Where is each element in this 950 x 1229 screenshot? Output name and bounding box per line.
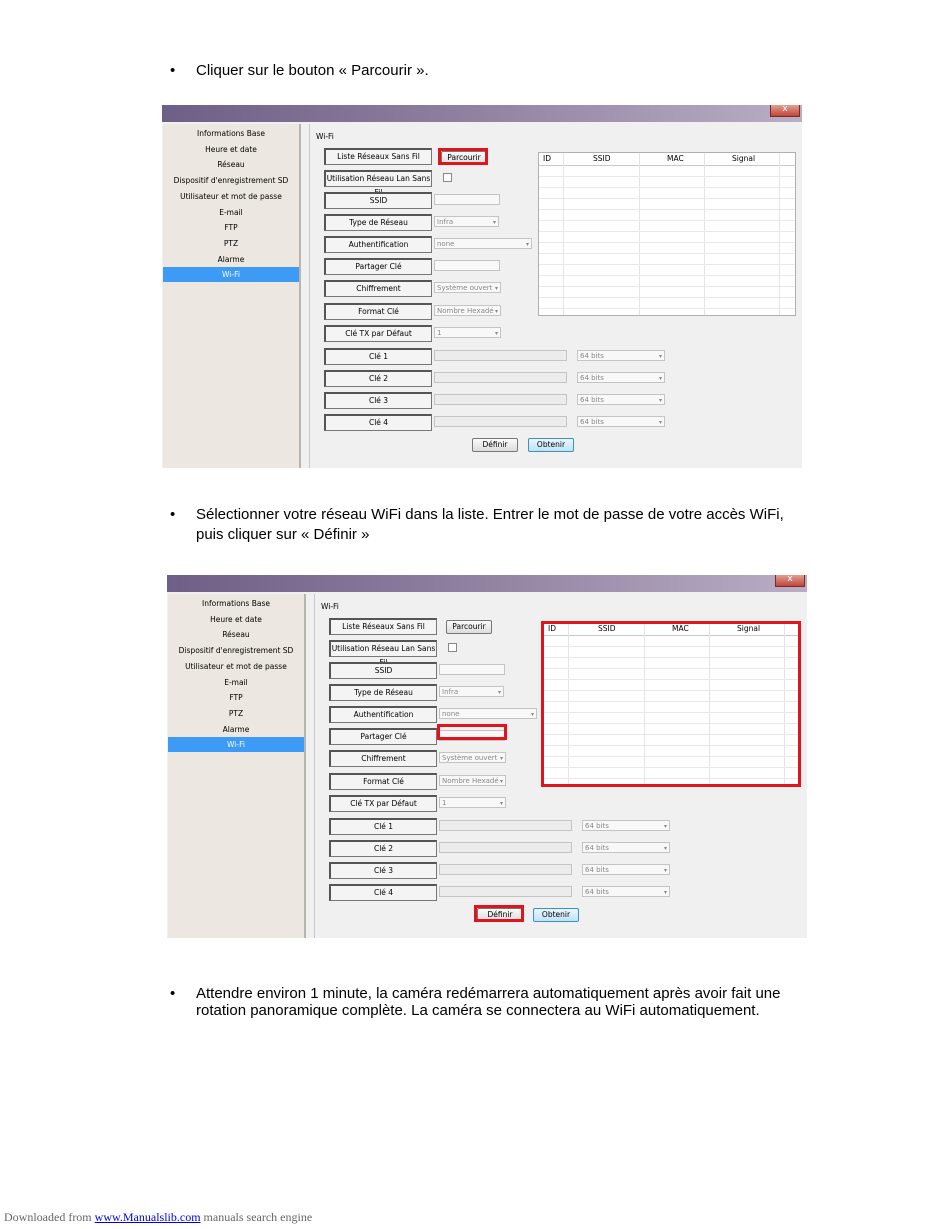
sidebar-item[interactable]: Informations Base bbox=[202, 599, 270, 608]
key-format-select[interactable] bbox=[439, 775, 506, 786]
chevron-down-icon: ▾ bbox=[497, 689, 501, 696]
label-key2: Clé 2 bbox=[329, 840, 437, 857]
sidebar-item[interactable]: PTZ bbox=[223, 238, 239, 248]
network-list-table[interactable] bbox=[538, 152, 796, 316]
grid-row-line bbox=[539, 297, 795, 298]
sidebar-item[interactable]: E-mail bbox=[219, 207, 243, 217]
column-header: SSID bbox=[598, 624, 616, 633]
browse-button[interactable]: Parcourir bbox=[446, 620, 492, 634]
key-length-value: 64 bits bbox=[585, 866, 609, 874]
wifi-panel bbox=[309, 124, 800, 468]
bullet-dot: • bbox=[170, 506, 176, 523]
network-type-select-value: Infra bbox=[442, 688, 459, 696]
download-footer bbox=[4, 1210, 312, 1225]
label-list: Liste Réseaux Sans Fil bbox=[324, 148, 432, 165]
highlight-network-list bbox=[541, 621, 801, 787]
sidebar-item[interactable]: Réseau bbox=[217, 160, 245, 170]
sidebar-item[interactable]: Utilisateur et mot de passe bbox=[185, 661, 287, 671]
instruction-text: Cliquer sur le bouton « Parcourir ». bbox=[196, 62, 429, 79]
key-1-length-select[interactable] bbox=[577, 350, 665, 361]
sidebar-item[interactable]: Wi-Fi bbox=[168, 737, 304, 752]
column-header: Signal bbox=[737, 624, 761, 633]
label-share: Partager Clé bbox=[329, 728, 437, 745]
default-tx-key-select-value: 1 bbox=[437, 329, 442, 337]
key-2-length-select[interactable] bbox=[582, 842, 670, 853]
sidebar-item[interactable]: Réseau bbox=[222, 630, 250, 640]
chevron-down-icon: ▾ bbox=[658, 353, 662, 360]
authentication-select[interactable] bbox=[439, 708, 537, 719]
highlight-set-button bbox=[474, 905, 524, 922]
key-format-select[interactable] bbox=[434, 305, 501, 316]
grid-column-divider bbox=[704, 153, 705, 315]
key-format-select-value: Nombre Hexadé bbox=[437, 307, 494, 315]
key-length-value: 64 bits bbox=[585, 822, 609, 830]
key-format-select-value: Nombre Hexadé bbox=[442, 777, 499, 785]
key-4-input[interactable] bbox=[439, 886, 572, 897]
label-key2: Clé 2 bbox=[324, 370, 432, 387]
chevron-down-icon: ▾ bbox=[499, 800, 503, 807]
encryption-select-value: Système ouvert bbox=[437, 284, 493, 292]
close-button[interactable]: x bbox=[775, 575, 805, 587]
label-key4: Clé 4 bbox=[324, 414, 432, 431]
column-header: MAC bbox=[667, 154, 684, 163]
footer-suffix: manuals search engine bbox=[200, 1210, 313, 1224]
label-share: Partager Clé bbox=[324, 258, 432, 275]
key-1-input[interactable] bbox=[439, 820, 572, 831]
key-length-value: 64 bits bbox=[580, 418, 604, 426]
grid-row-line bbox=[539, 209, 795, 210]
column-header: MAC bbox=[672, 624, 689, 633]
sidebar-item[interactable]: Utilisateur et mot de passe bbox=[180, 191, 282, 201]
key-1-length-select[interactable] bbox=[582, 820, 670, 831]
settings-sidebar bbox=[163, 124, 301, 468]
key-1-input[interactable] bbox=[434, 350, 567, 361]
chevron-down-icon: ▾ bbox=[494, 308, 498, 315]
sidebar-item[interactable]: Alarme bbox=[222, 724, 250, 734]
chevron-down-icon: ▾ bbox=[658, 397, 662, 404]
label-key4: Clé 4 bbox=[329, 884, 437, 901]
get-button[interactable]: Obtenir bbox=[528, 438, 574, 452]
authentication-select[interactable] bbox=[434, 238, 532, 249]
close-button[interactable]: x bbox=[770, 105, 800, 117]
browse-button[interactable]: Parcourir bbox=[441, 151, 487, 165]
chevron-down-icon: ▾ bbox=[663, 867, 667, 874]
sidebar-item[interactable]: Dispositif d'enregistrement SD bbox=[173, 176, 289, 186]
label-use: Utilisation Réseau Lan Sans bbox=[329, 640, 437, 657]
label-auth: Authentification bbox=[329, 706, 437, 723]
grid-row-line bbox=[539, 198, 795, 199]
chevron-down-icon: ▾ bbox=[525, 241, 529, 248]
label-format: Format Clé bbox=[329, 773, 437, 790]
bullet-dot: • bbox=[170, 985, 176, 1002]
label-use: Utilisation Réseau Lan Sans bbox=[324, 170, 432, 187]
key-4-length-select[interactable] bbox=[577, 416, 665, 427]
label-cipher: Chiffrement bbox=[329, 750, 437, 767]
label-format: Format Clé bbox=[324, 303, 432, 320]
sidebar-item[interactable]: Heure et date bbox=[205, 144, 257, 154]
encryption-select[interactable] bbox=[434, 282, 501, 293]
encryption-select[interactable] bbox=[439, 752, 506, 763]
set-button[interactable]: Définir bbox=[472, 438, 518, 452]
sidebar-item[interactable]: Informations Base bbox=[197, 129, 265, 138]
screenshot-wifi-settings-2 bbox=[167, 575, 807, 938]
key-length-value: 64 bits bbox=[580, 374, 604, 382]
label-type: Type de Réseau bbox=[329, 684, 437, 701]
key-2-length-select[interactable] bbox=[577, 372, 665, 383]
sidebar-item[interactable]: Wi-Fi bbox=[163, 267, 299, 282]
key-3-input[interactable] bbox=[439, 864, 572, 875]
chevron-down-icon: ▾ bbox=[658, 375, 662, 382]
network-type-select[interactable] bbox=[434, 216, 499, 227]
key-length-value: 64 bits bbox=[585, 844, 609, 852]
highlight-shared-key-input bbox=[437, 724, 507, 740]
key-4-length-select[interactable] bbox=[582, 886, 670, 897]
encryption-select-value: Système ouvert bbox=[442, 754, 498, 762]
network-type-select-value: Infra bbox=[437, 218, 454, 226]
chevron-down-icon: ▾ bbox=[663, 889, 667, 896]
grid-row-line bbox=[539, 242, 795, 243]
label-ssid: SSID bbox=[329, 662, 437, 679]
sidebar-item[interactable]: FTP bbox=[229, 693, 243, 703]
chevron-down-icon: ▾ bbox=[658, 419, 662, 426]
grid-row-line bbox=[539, 253, 795, 254]
network-type-select[interactable] bbox=[439, 686, 504, 697]
sidebar-item[interactable]: E-mail bbox=[224, 677, 248, 687]
sidebar-item[interactable]: PTZ bbox=[228, 708, 244, 718]
grid-row-line bbox=[539, 275, 795, 276]
ssid-input[interactable] bbox=[434, 194, 500, 205]
key-3-length-select[interactable] bbox=[582, 864, 670, 875]
sidebar-item[interactable]: FTP bbox=[224, 223, 238, 233]
grid-row-line bbox=[539, 176, 795, 177]
grid-row-line bbox=[539, 187, 795, 188]
key-3-length-select[interactable] bbox=[577, 394, 665, 405]
key-4-input[interactable] bbox=[434, 416, 567, 427]
column-header: Signal bbox=[732, 154, 756, 163]
key-2-input[interactable] bbox=[439, 842, 572, 853]
key-2-input[interactable] bbox=[434, 372, 567, 383]
column-header: SSID bbox=[593, 154, 611, 163]
settings-sidebar bbox=[168, 594, 306, 938]
grid-column-divider bbox=[779, 153, 780, 315]
label-key1: Clé 1 bbox=[329, 818, 437, 835]
label-type: Type de Réseau bbox=[324, 214, 432, 231]
highlight-browse-button bbox=[438, 148, 488, 165]
label-key3: Clé 3 bbox=[324, 392, 432, 409]
window-titlebar bbox=[162, 105, 802, 122]
authentication-select-value: none bbox=[442, 710, 460, 718]
default-tx-key-select-value: 1 bbox=[442, 799, 447, 807]
chevron-down-icon: ▾ bbox=[530, 711, 534, 718]
instruction-text: Sélectionner votre réseau WiFi dans la liste. Entrer le mot de passe de votre accès WiFi, puis cliquer sur « Définir » bbox=[196, 506, 784, 543]
chevron-down-icon: ▾ bbox=[499, 755, 503, 762]
use-wireless-checkbox[interactable] bbox=[448, 643, 457, 652]
use-wireless-checkbox[interactable] bbox=[443, 173, 452, 182]
label-txkey: Clé TX par Défaut bbox=[324, 325, 432, 342]
sidebar-item[interactable]: Alarme bbox=[217, 254, 245, 264]
key-length-value: 64 bits bbox=[580, 396, 604, 404]
label-list: Liste Réseaux Sans Fil bbox=[329, 618, 437, 635]
default-tx-key-select[interactable] bbox=[439, 797, 506, 808]
chevron-down-icon: ▾ bbox=[663, 845, 667, 852]
bullet-dot: • bbox=[170, 62, 176, 79]
grid-column-divider bbox=[563, 153, 564, 315]
label-key1: Clé 1 bbox=[324, 348, 432, 365]
grid-column-divider bbox=[639, 153, 640, 315]
screenshot-wifi-settings-1 bbox=[162, 105, 802, 468]
label-auth: Authentification bbox=[324, 236, 432, 253]
grid-row-line bbox=[539, 264, 795, 265]
ssid-input[interactable] bbox=[439, 664, 505, 675]
sidebar-item[interactable]: Dispositif d'enregistrement SD bbox=[178, 646, 294, 656]
shared-key-input[interactable] bbox=[434, 260, 500, 271]
instruction-text: Attendre environ 1 minute, la caméra redémarrera automatiquement après avoir fait une rotation panoramique complète. La caméra se connectera au WiFi automatiquement. bbox=[196, 985, 781, 1019]
chevron-down-icon: ▾ bbox=[499, 778, 503, 785]
label-cipher: Chiffrement bbox=[324, 280, 432, 297]
sidebar-item[interactable]: Heure et date bbox=[210, 614, 262, 624]
window-titlebar bbox=[167, 575, 807, 592]
chevron-down-icon: ▾ bbox=[494, 285, 498, 292]
key-length-value: 64 bits bbox=[580, 352, 604, 360]
grid-row-line bbox=[539, 231, 795, 232]
chevron-down-icon: ▾ bbox=[494, 330, 498, 337]
wifi-panel bbox=[314, 594, 805, 938]
default-tx-key-select[interactable] bbox=[434, 327, 501, 338]
grid-row-line bbox=[539, 308, 795, 309]
grid-row-line bbox=[539, 286, 795, 287]
get-button[interactable]: Obtenir bbox=[533, 908, 579, 922]
set-button[interactable]: Définir bbox=[477, 908, 523, 922]
label-txkey: Clé TX par Défaut bbox=[329, 795, 437, 812]
chevron-down-icon: ▾ bbox=[492, 219, 496, 226]
authentication-select-value: none bbox=[437, 240, 455, 248]
key-length-value: 64 bits bbox=[585, 888, 609, 896]
network-table-header bbox=[539, 153, 795, 166]
label-key3: Clé 3 bbox=[329, 862, 437, 879]
column-header: ID bbox=[543, 154, 551, 163]
key-3-input[interactable] bbox=[434, 394, 567, 405]
column-header: ID bbox=[548, 624, 556, 633]
chevron-down-icon: ▾ bbox=[663, 823, 667, 830]
panel-title: Wi-Fi bbox=[321, 602, 339, 611]
grid-row-line bbox=[539, 220, 795, 221]
footer-prefix: Downloaded from bbox=[4, 1210, 95, 1224]
manualslib-link[interactable]: www.Manualslib.com bbox=[94, 1210, 201, 1224]
panel-title: Wi-Fi bbox=[316, 132, 334, 141]
label-ssid: SSID bbox=[324, 192, 432, 209]
